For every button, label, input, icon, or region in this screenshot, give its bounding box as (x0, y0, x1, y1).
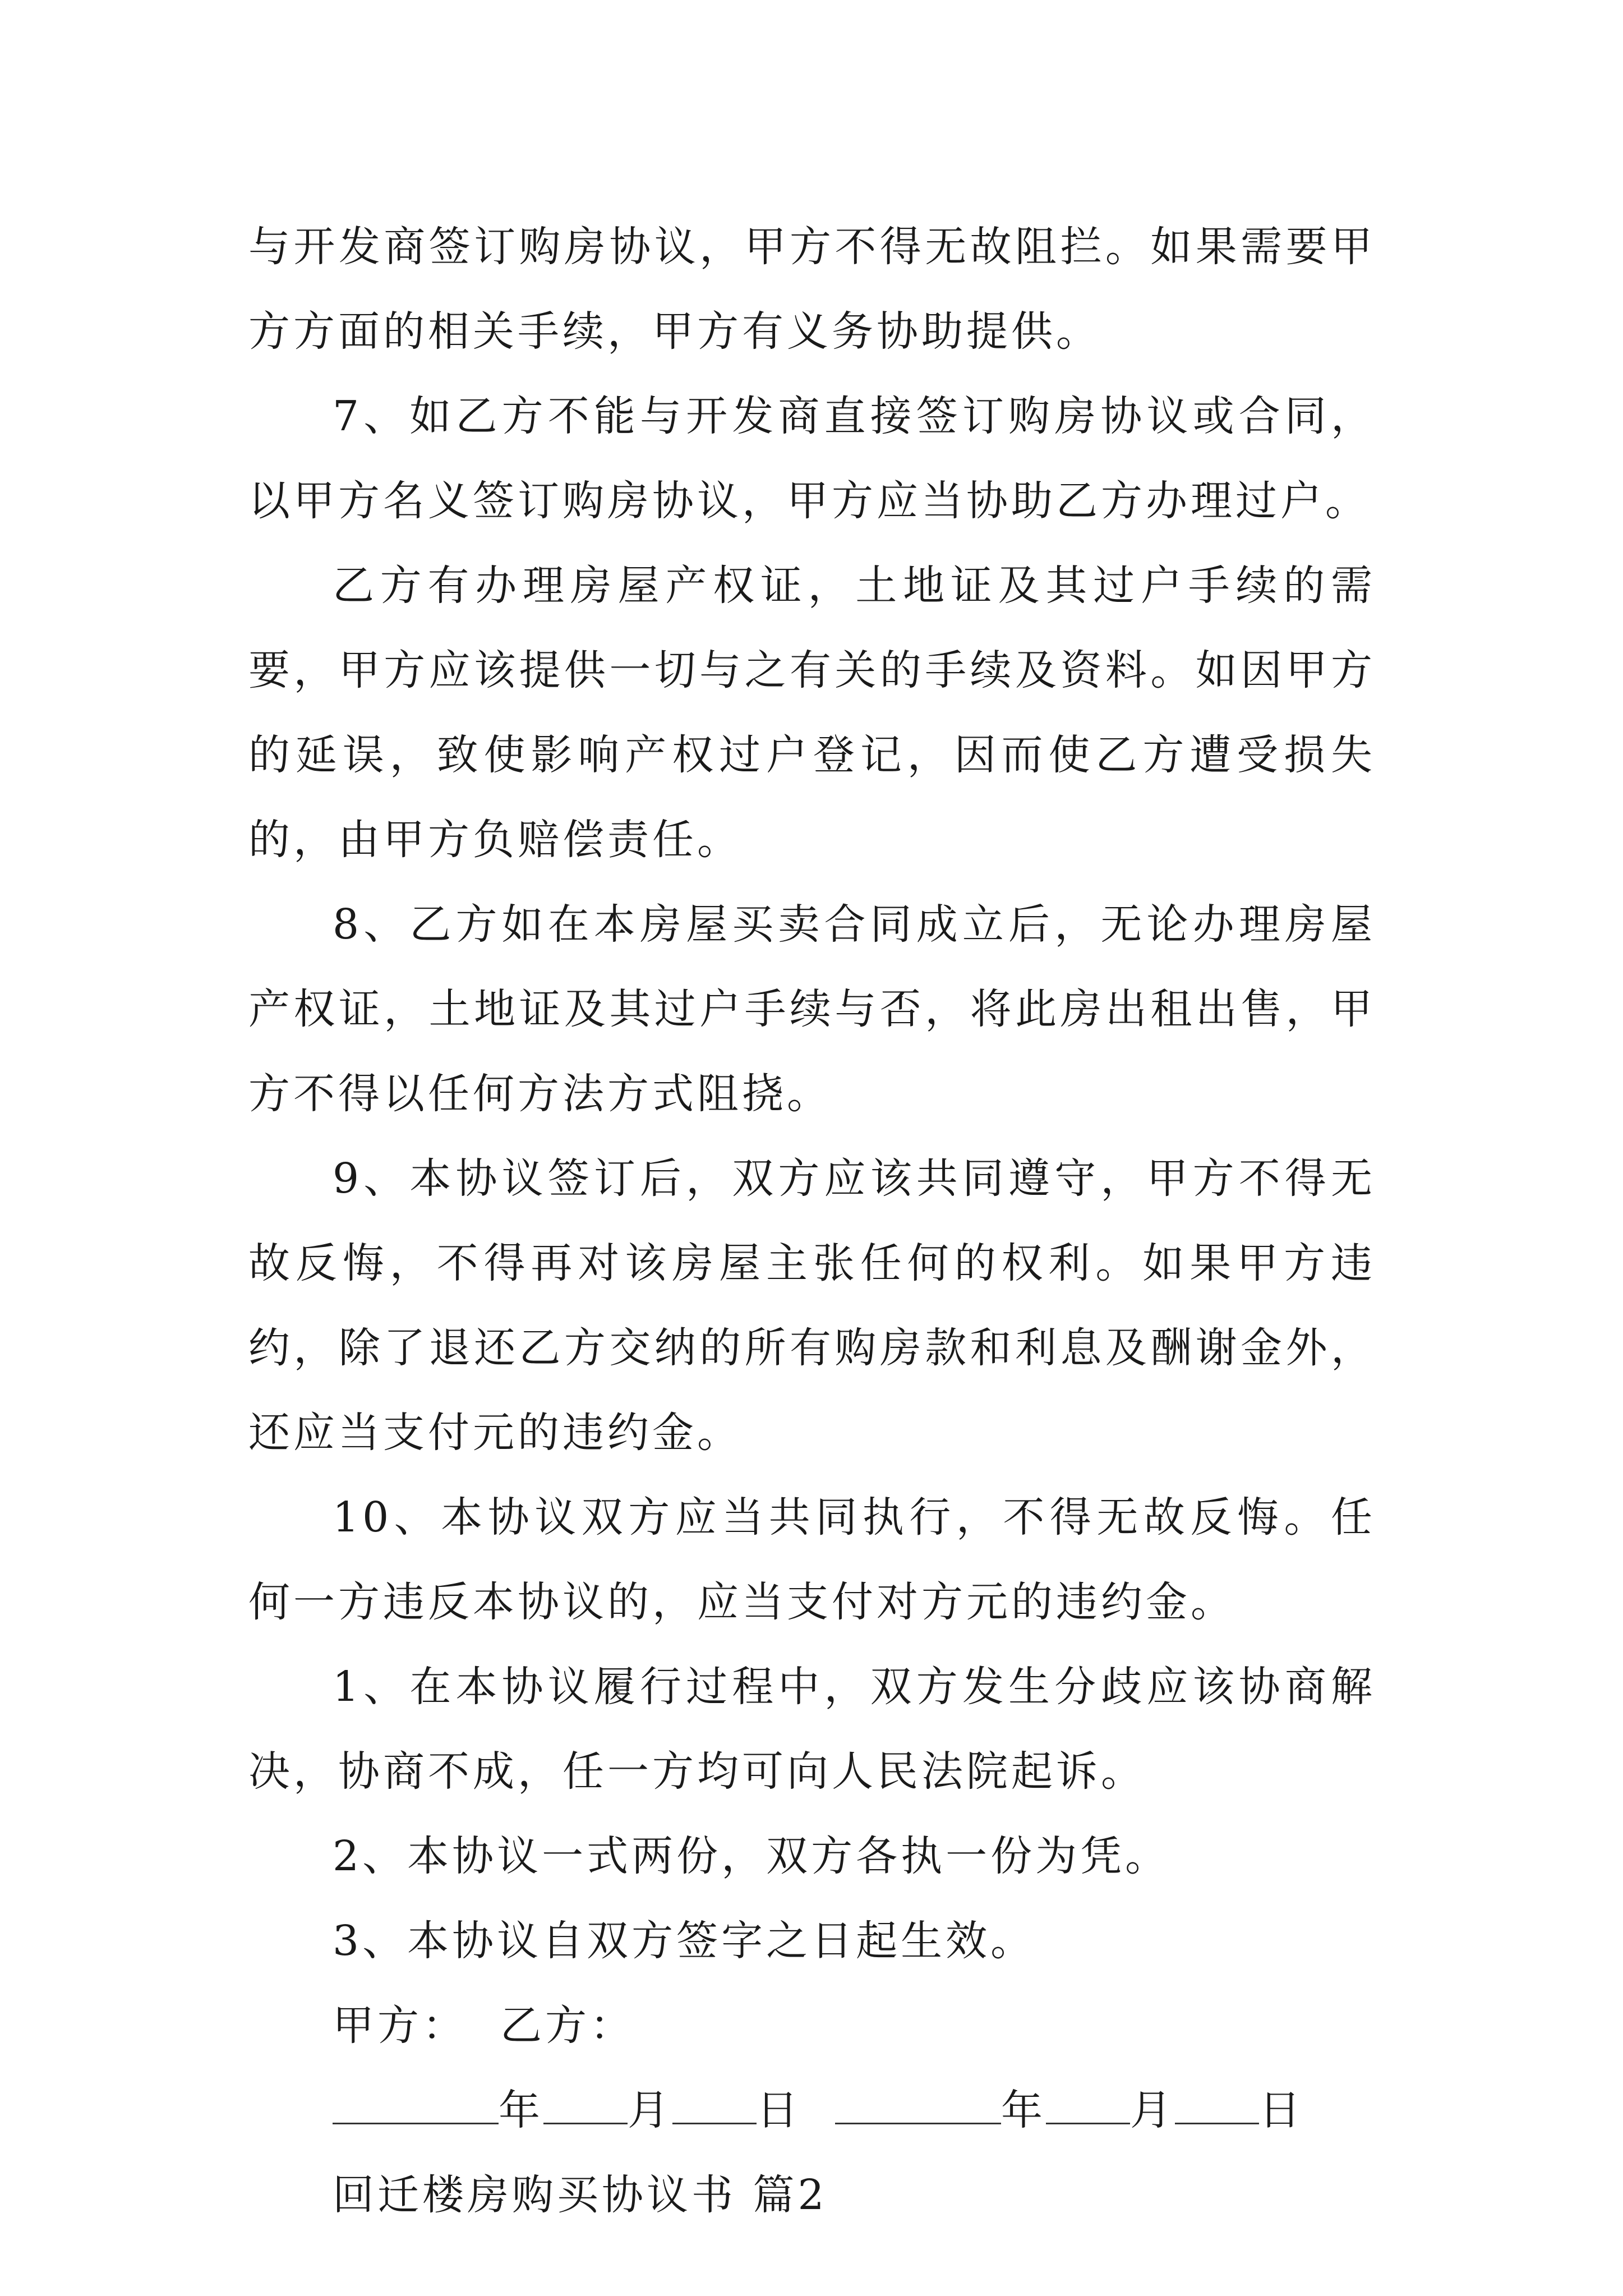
clause-7: 7、如乙方不能与开发商直接签订购房协议或合同，以甲方名义签订购房协议，甲方应当协助乙方办理过户。 (248, 392, 1376, 525)
year-blank-b (835, 2086, 1001, 2124)
day-blank-b (1175, 2086, 1259, 2124)
clause-10: 10、本协议双方应当共同执行，不得无故反悔。任何一方违反本协议的，应当支付对方元的违约金。 (248, 1493, 1376, 1626)
document-body (248, 205, 1376, 2238)
party-b-label: 乙方： (500, 2001, 635, 2050)
next-section-title: 回迁楼房购买协议书 篇2 (333, 2171, 828, 2219)
day-label-a: 日 (757, 2086, 801, 2134)
clause-copies: 2、本协议一式两份，双方各执一份为凭。 (333, 1832, 1170, 1880)
party-a-label: 甲方： (333, 2001, 467, 2050)
month-blank-b (1046, 2086, 1130, 2124)
day-blank-a (672, 2086, 757, 2124)
signature-dates (248, 2068, 1376, 2153)
clause-7-property-transfer: 乙方有办理房屋产权证，土地证及其过户手续的需要，甲方应该提供一切与之有关的手续及资料。如因甲方的延误，致使影响产权过户登记，因而使乙方遭受损失的，由甲方负赔偿责任。 (248, 562, 1376, 864)
clause-dispute: 1、在本协议履行过程中，双方发生分歧应该协商解决，协商不成，任一方均可向人民法院起诉。 (248, 1663, 1376, 1796)
signature-parties (248, 1984, 1376, 2068)
clause-9: 9、本协议签订后，双方应该共同遵守，甲方不得无故反悔，不得再对该房屋主张任何的权利。如果甲方违约，除了退还乙方交纳的所有购房款和利息及酬谢金外，还应当支付元的违约金。 (248, 1154, 1376, 1457)
paragraph-continued: 与开发商签订购房协议，甲方不得无故阻拦。如果需要甲方方面的相关手续，甲方有义务协助提供。 (248, 223, 1376, 356)
year-label-b: 年 (1001, 2086, 1046, 2134)
day-label-b: 日 (1259, 2086, 1304, 2134)
year-blank-a (333, 2086, 499, 2124)
clause-8: 8、乙方如在本房屋买卖合同成立后，无论办理房屋产权证，土地证及其过户手续与否，将此房出租出售，甲方不得以任何方法方式阻挠。 (248, 900, 1376, 1118)
month-blank-a (543, 2086, 628, 2124)
clause-effective: 3、本协议自双方签字之日起生效。 (333, 1917, 1036, 1965)
year-label-a: 年 (499, 2086, 543, 2134)
month-label-b: 月 (1130, 2086, 1175, 2134)
month-label-a: 月 (628, 2086, 672, 2134)
